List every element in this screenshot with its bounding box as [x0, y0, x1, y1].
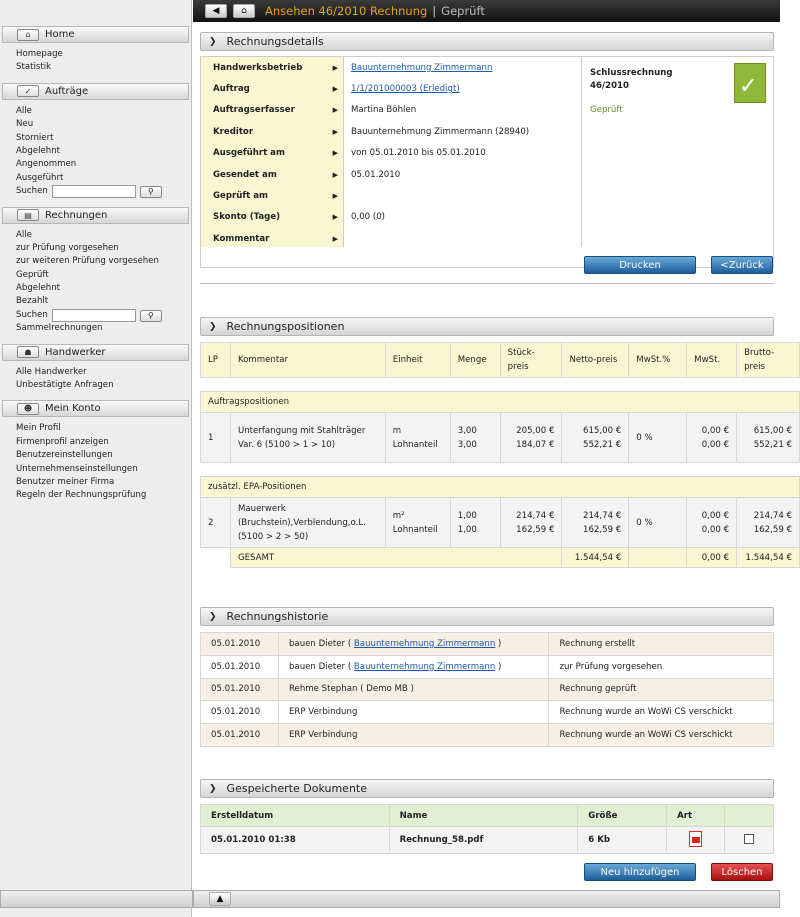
history-date: 05.01.2010 [201, 724, 279, 747]
section-title: Rechnungspositionen [226, 320, 345, 333]
sidebar-item-sammelrechnungen[interactable]: Sammelrechnungen [16, 323, 103, 334]
arrow-right-icon: ▶ [332, 192, 338, 201]
sidebar-item-rechnungen-weitere-pruefung[interactable]: zur weiteren Prüfung vorgesehen [16, 256, 159, 267]
user-icon: ☻ [17, 403, 39, 415]
table-row[interactable] [201, 498, 800, 548]
cell-menge: 1,00 1,00 [450, 498, 500, 548]
chevron-right-icon: ❯ [209, 783, 217, 794]
arrow-right-icon: ▶ [332, 149, 338, 158]
section-header-positions[interactable] [200, 317, 774, 336]
sidebar-section-auftraege[interactable] [2, 83, 189, 100]
history-action: Rechnung wurde an WoWi CS verschickt [549, 724, 774, 747]
sidebar-section-title: Home [45, 29, 75, 40]
total-mwst: 0,00 € [687, 548, 737, 568]
chevron-right-icon: ❯ [209, 321, 217, 332]
cell-kommentar: Unterfangung mit Stahlträger Var. 6 (5100 > 1 > 10) [230, 413, 385, 463]
history-action: Rechnung geprüft [549, 678, 774, 701]
sidebar-item-alle-handwerker[interactable]: Alle Handwerker [16, 366, 87, 377]
detail-label: Auftragserfasser ▶ [213, 105, 338, 116]
rechnungen-search-input[interactable] [52, 309, 136, 322]
page-status: Geprüft [441, 4, 485, 18]
back-arrow-icon: < [720, 259, 729, 271]
column-header: MwSt.% [629, 343, 687, 378]
history-date: 05.01.2010 [201, 701, 279, 724]
invoice-icon: ▤ [17, 209, 39, 221]
sidebar-item-statistik[interactable]: Statistik [16, 62, 52, 73]
rechnungen-search [16, 309, 191, 322]
cell-nettopreis: 615,00 € 552,21 € [562, 413, 629, 463]
bottom-bar [193, 890, 780, 908]
table-row [201, 701, 774, 724]
cell-mwst-pct: 0 % [629, 498, 687, 548]
column-header: Einheit [385, 343, 450, 378]
arrow-right-icon: ▶ [332, 234, 338, 243]
column-header: Stück-preis [500, 343, 562, 378]
sidebar-item-benutzereinstellungen[interactable]: Benutzereinstellungen [16, 450, 113, 461]
sidebar-item-auftraege-angenommen[interactable]: Angenommen [16, 159, 77, 170]
history-date: 05.01.2010 [201, 655, 279, 678]
sidebar-section-title: Aufträge [45, 85, 89, 97]
cell-einheit: m² Lohnanteil [385, 498, 450, 548]
cell-mwst: 0,00 € 0,00 € [687, 498, 737, 548]
chevron-right-icon: ❯ [209, 611, 217, 622]
section-title: Rechnungshistorie [226, 610, 329, 623]
back-button[interactable]: < Zurück [711, 256, 773, 274]
auftrag-link[interactable]: 1/1/201000003 (Erledigt) [351, 84, 460, 95]
invoice-status: Geprüft [590, 105, 623, 115]
total-label: GESAMT [230, 548, 562, 568]
home-icon: ⌂ [17, 29, 39, 41]
column-header: Brutto-preis [737, 343, 800, 378]
detail-label: Auftrag ▶ [213, 84, 338, 95]
sidebar-section-title: Mein Konto [45, 403, 101, 415]
auftraege-search [16, 185, 191, 198]
sidebar-item-rechnungen-geprueft[interactable]: Geprüft [16, 269, 49, 280]
arrow-right-icon: ▶ [332, 213, 338, 222]
document-approved-icon [734, 63, 766, 103]
company-link[interactable]: Bauunternehmung Zimmermann [353, 638, 496, 649]
history-user: ERP Verbindung [278, 701, 548, 724]
cell-einheit: m Lohnanteil [385, 413, 450, 463]
cell-lp: 1 [201, 413, 231, 463]
detail-label: Ausgeführt am ▶ [213, 148, 338, 159]
arrow-right-icon: ▶ [332, 63, 338, 72]
scroll-top-icon[interactable]: ▲ [209, 892, 231, 906]
sidebar-item-auftraege-neu[interactable]: Neu [16, 119, 34, 130]
table-row [201, 724, 774, 747]
section-header-history[interactable] [200, 607, 774, 626]
total-row [201, 548, 800, 568]
kreditor-value: Bauunternehmung Zimmermann (28940) [351, 126, 530, 137]
cell-stueckpreis: 205,00 € 184,07 € [500, 413, 562, 463]
back-arrow-icon[interactable]: ◀ [205, 4, 227, 18]
history-user: ERP Verbindung [278, 724, 548, 747]
document-name: Rechnung_58.pdf [389, 827, 578, 854]
sidebar-footer [0, 890, 193, 908]
delete-button[interactable]: Löschen [711, 863, 773, 881]
column-header: Menge [450, 343, 500, 378]
column-header: Netto-preis [562, 343, 629, 378]
ausgefuehrt-value: von 05.01.2010 bis 05.01.2010 [351, 148, 486, 159]
details-labels [201, 57, 344, 247]
cell-mwst: 0,00 € 0,00 € [687, 413, 737, 463]
cell-bruttopreis: 214,74 € 162,59 € [737, 498, 800, 548]
print-button[interactable]: Drucken [584, 256, 696, 274]
sidebar-section-konto[interactable] [2, 400, 189, 417]
search-label: Suchen [16, 186, 48, 197]
table-row [201, 678, 774, 701]
arrow-right-icon: ▶ [332, 106, 338, 115]
detail-label: Handwerksbetrieb ▶ [213, 62, 338, 73]
arrow-right-icon: ▶ [332, 127, 338, 136]
total-brutto: 1.544,54 € [737, 548, 800, 568]
auftragserfasser-value: Martina Böhlen [351, 105, 417, 116]
add-document-button[interactable]: Neu hinzufügen [584, 863, 696, 881]
detail-label: Geprüft am ▶ [213, 191, 338, 202]
history-date: 05.01.2010 [201, 633, 279, 656]
table-row [201, 655, 774, 678]
cell-kommentar: Mauerwerk (Bruchstein),Verblendung,o.L. (5100 > 2 > 50) [230, 498, 385, 548]
main-content [193, 22, 800, 890]
checkmark-icon: ✓ [17, 85, 39, 97]
handwerksbetrieb-link[interactable]: Bauunternehmung Zimmermann [351, 62, 493, 73]
total-netto: 1.544,54 € [562, 548, 629, 568]
documents-table [200, 804, 774, 854]
table-row[interactable] [201, 413, 800, 463]
search-icon[interactable]: ⚲ [140, 186, 162, 198]
page-title: Ansehen 46/2010 Rechnung [265, 4, 428, 18]
arrow-right-icon: ▶ [332, 85, 338, 94]
cell-nettopreis: 214,74 € 162,59 € [562, 498, 629, 548]
history-user: bauen Dieter ( Bauunternehmung Zimmermann ) [278, 655, 548, 678]
auftraege-search-input[interactable] [52, 185, 136, 198]
invoice-summary [581, 57, 774, 247]
column-header: LP [201, 343, 231, 378]
invoice-number: 46/2010 [590, 81, 630, 91]
sidebar-item-mein-profil[interactable]: Mein Profil [16, 423, 61, 434]
section-title: Rechnungsdetails [226, 35, 324, 48]
section-title: Gespeicherte Dokumente [226, 782, 368, 795]
sidebar-item-auftraege-ausgefuehrt[interactable]: Ausgeführt [16, 172, 64, 183]
sidebar-item-rechnungen-bezahlt[interactable]: Bezahlt [16, 296, 49, 307]
sidebar-section-title: Handwerker [45, 346, 106, 358]
sidebar-item-homepage[interactable]: Homepage [16, 49, 63, 59]
sidebar-item-regeln[interactable]: Regeln der Rechnungsprüfung [16, 490, 147, 501]
sidebar [0, 0, 192, 917]
title-separator: | [432, 4, 437, 18]
detail-label: Kreditor ▶ [213, 126, 338, 137]
sidebar-item-unbestaetigte-anfragen[interactable]: Unbestätigte Anfragen [16, 380, 114, 391]
column-header: Art [667, 805, 725, 827]
sidebar-section-home[interactable] [2, 26, 189, 43]
sidebar-item-firmenprofil[interactable]: Firmenprofil anzeigen [16, 436, 109, 447]
group-label: zusätzl. EPA-Positionen [201, 477, 800, 498]
divider [200, 283, 774, 284]
column-header: Erstelldatum [201, 805, 390, 827]
history-action: zur Prüfung vorgesehen [549, 655, 774, 678]
history-action: Rechnung wurde an WoWi CS verschickt [549, 701, 774, 724]
company-link[interactable]: Bauunternehmung Zimmermann [353, 661, 496, 672]
table-header [201, 343, 800, 378]
history-user: bauen Dieter ( Bauunternehmung Zimmermann ) [278, 633, 548, 656]
details-panel [200, 56, 774, 268]
detail-label: Kommentar ▶ [213, 233, 338, 244]
table-row [201, 633, 774, 656]
skonto-value[interactable]: 0,00 (0) [351, 212, 386, 223]
history-table [200, 632, 774, 747]
section-header-documents[interactable] [200, 779, 774, 798]
cell-stueckpreis: 214,74 € 162,59 € [500, 498, 562, 548]
cell-bruttopreis: 615,00 € 552,21 € [737, 413, 800, 463]
search-icon[interactable]: ⚲ [140, 310, 162, 322]
worker-icon: ☗ [17, 346, 39, 358]
positions-table [200, 342, 800, 568]
arrow-right-icon: ▶ [332, 170, 338, 179]
top-bar [193, 0, 780, 22]
column-header: MwSt. [687, 343, 737, 378]
column-header: Kommentar [230, 343, 385, 378]
detail-label: Skonto (Tage) ▶ [213, 212, 338, 223]
sidebar-section-rechnungen[interactable] [2, 207, 189, 224]
history-date: 05.01.2010 [201, 678, 279, 701]
table-header [201, 805, 774, 827]
sidebar-section-handwerker[interactable] [2, 344, 189, 361]
sidebar-item-rechnungen-pruefung[interactable]: zur Prüfung vorgesehen [16, 242, 119, 253]
column-header: Größe [578, 805, 667, 827]
sidebar-section-title: Rechnungen [45, 209, 108, 221]
pdf-icon[interactable] [689, 831, 702, 847]
gesendet-value: 05.01.2010 [351, 169, 401, 180]
sidebar-item-rechnungen-abgelehnt[interactable]: Abgelehnt [16, 283, 61, 294]
chevron-right-icon: ❯ [209, 36, 217, 47]
details-values [351, 57, 581, 250]
cell-mwst-pct: 0 % [629, 413, 687, 463]
select-checkbox[interactable] [744, 834, 754, 844]
home-icon[interactable]: ⌂ [233, 4, 255, 18]
table-row[interactable] [201, 827, 774, 854]
sidebar-item-auftraege-alle[interactable]: Alle [16, 105, 32, 116]
sidebar-item-unternehmenseinstellungen[interactable]: Unternehmenseinstellungen [16, 463, 138, 474]
group-label: Auftragspositionen [201, 392, 800, 413]
document-date: 05.01.2010 01:38 [201, 827, 390, 854]
cell-lp: 2 [201, 498, 231, 548]
history-action: Rechnung erstellt [549, 633, 774, 656]
sidebar-item-auftraege-abgelehnt[interactable]: Abgelehnt [16, 145, 61, 156]
document-size: 6 Kb [578, 827, 667, 854]
sidebar-item-rechnungen-alle[interactable]: Alle [16, 229, 32, 240]
sidebar-item-auftraege-storniert[interactable]: Storniert [16, 132, 54, 143]
sidebar-item-benutzer-firma[interactable]: Benutzer meiner Firma [16, 476, 115, 487]
detail-label: Gesendet am ▶ [213, 169, 338, 180]
section-header-details[interactable] [200, 32, 774, 51]
cell-menge: 3,00 3,00 [450, 413, 500, 463]
column-header: Name [389, 805, 578, 827]
invoice-type: Schlussrechnung [590, 68, 673, 78]
history-user: Rehme Stephan ( Demo MB ) [278, 678, 548, 701]
search-label: Suchen [16, 309, 48, 320]
